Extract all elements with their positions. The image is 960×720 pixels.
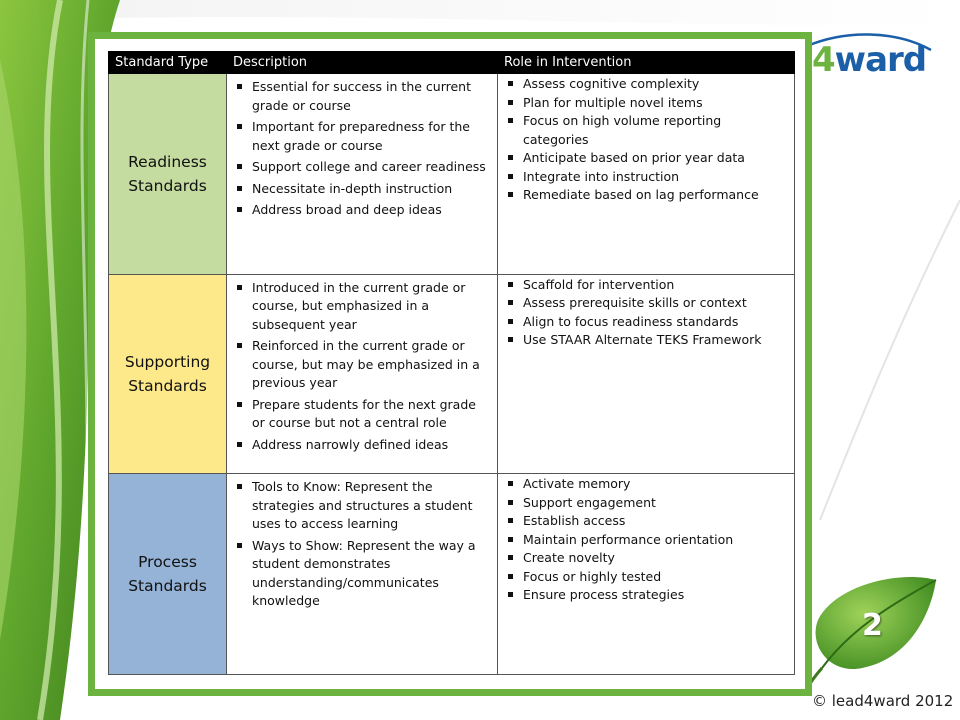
supporting-label-2: Standards	[128, 376, 207, 395]
list-item: Align to focus readiness standards	[506, 313, 788, 332]
supporting-label-1: Supporting	[124, 352, 211, 371]
readiness-label-1: Readiness	[128, 152, 207, 171]
list-item: Focus on high volume reporting categories	[506, 112, 788, 149]
process-description-cell	[227, 474, 498, 675]
list-item: Address narrowly defined ideas	[235, 436, 491, 455]
copyright-notice: © lead4ward 2012	[812, 692, 954, 710]
lead4ward-logo	[812, 40, 926, 80]
list-item: Focus or highly tested	[506, 568, 788, 587]
header-description: Description	[227, 52, 498, 74]
list-item: Support engagement	[506, 494, 788, 513]
list-item: Remediate based on lag performance	[506, 186, 788, 205]
list-item: Assess prerequisite skills or context	[506, 294, 788, 313]
list-item: Maintain performance orientation	[506, 531, 788, 550]
list-item: Ensure process strategies	[506, 586, 788, 605]
readiness-label-2: Standards	[128, 176, 207, 195]
table-row-process	[109, 474, 795, 675]
list-item: Necessitate in-depth instruction	[235, 180, 491, 199]
supporting-role-cell	[498, 274, 795, 474]
process-type-cell	[109, 474, 227, 675]
logo-prefix: 4	[812, 40, 835, 80]
list-item: Address broad and deep ideas	[235, 201, 491, 220]
standards-table	[108, 51, 795, 675]
list-item: Introduced in the current grade or course, but emphasized in a subsequent year	[235, 279, 491, 335]
list-item: Important for preparedness for the next grade or course	[235, 118, 491, 155]
list-item: Establish access	[506, 512, 788, 531]
list-item: Assess cognitive complexity	[506, 75, 788, 94]
readiness-description-cell	[227, 74, 498, 275]
list-item: Create novelty	[506, 549, 788, 568]
process-label-1: Process	[138, 553, 197, 572]
page-number: 2	[862, 608, 883, 643]
table-header-row	[109, 52, 795, 74]
list-item: Anticipate based on prior year data	[506, 149, 788, 168]
list-item: Support college and career readiness	[235, 158, 491, 177]
process-role-cell	[498, 474, 795, 675]
list-item: Tools to Know: Represent the strategies and structures a student uses to access learning	[235, 478, 491, 534]
header-role: Role in Intervention	[498, 52, 795, 74]
list-item: Essential for success in the current grade or course	[235, 78, 491, 115]
supporting-type-cell	[109, 274, 227, 474]
list-item: Plan for multiple novel items	[506, 94, 788, 113]
supporting-description-cell	[227, 274, 498, 474]
readiness-role-cell	[498, 74, 795, 275]
table-frame	[88, 32, 812, 696]
list-item: Prepare students for the next grade or course but not a central role	[235, 396, 491, 433]
table-row-readiness	[109, 74, 795, 275]
list-item: Reinforced in the current grade or course, but may be emphasized in a previous year	[235, 337, 491, 393]
readiness-type-cell	[109, 74, 227, 275]
table-row-supporting	[109, 274, 795, 474]
logo-word: ward	[834, 40, 927, 80]
list-item: Scaffold for intervention	[506, 276, 788, 295]
list-item: Activate memory	[506, 475, 788, 494]
list-item: Use STAAR Alternate TEKS Framework	[506, 331, 788, 350]
header-standard-type: Standard Type	[109, 52, 227, 74]
process-label-2: Standards	[128, 577, 207, 596]
list-item: Integrate into instruction	[506, 168, 788, 187]
list-item: Ways to Show: Represent the way a student demonstrates understanding/communicates knowledge	[235, 537, 491, 611]
